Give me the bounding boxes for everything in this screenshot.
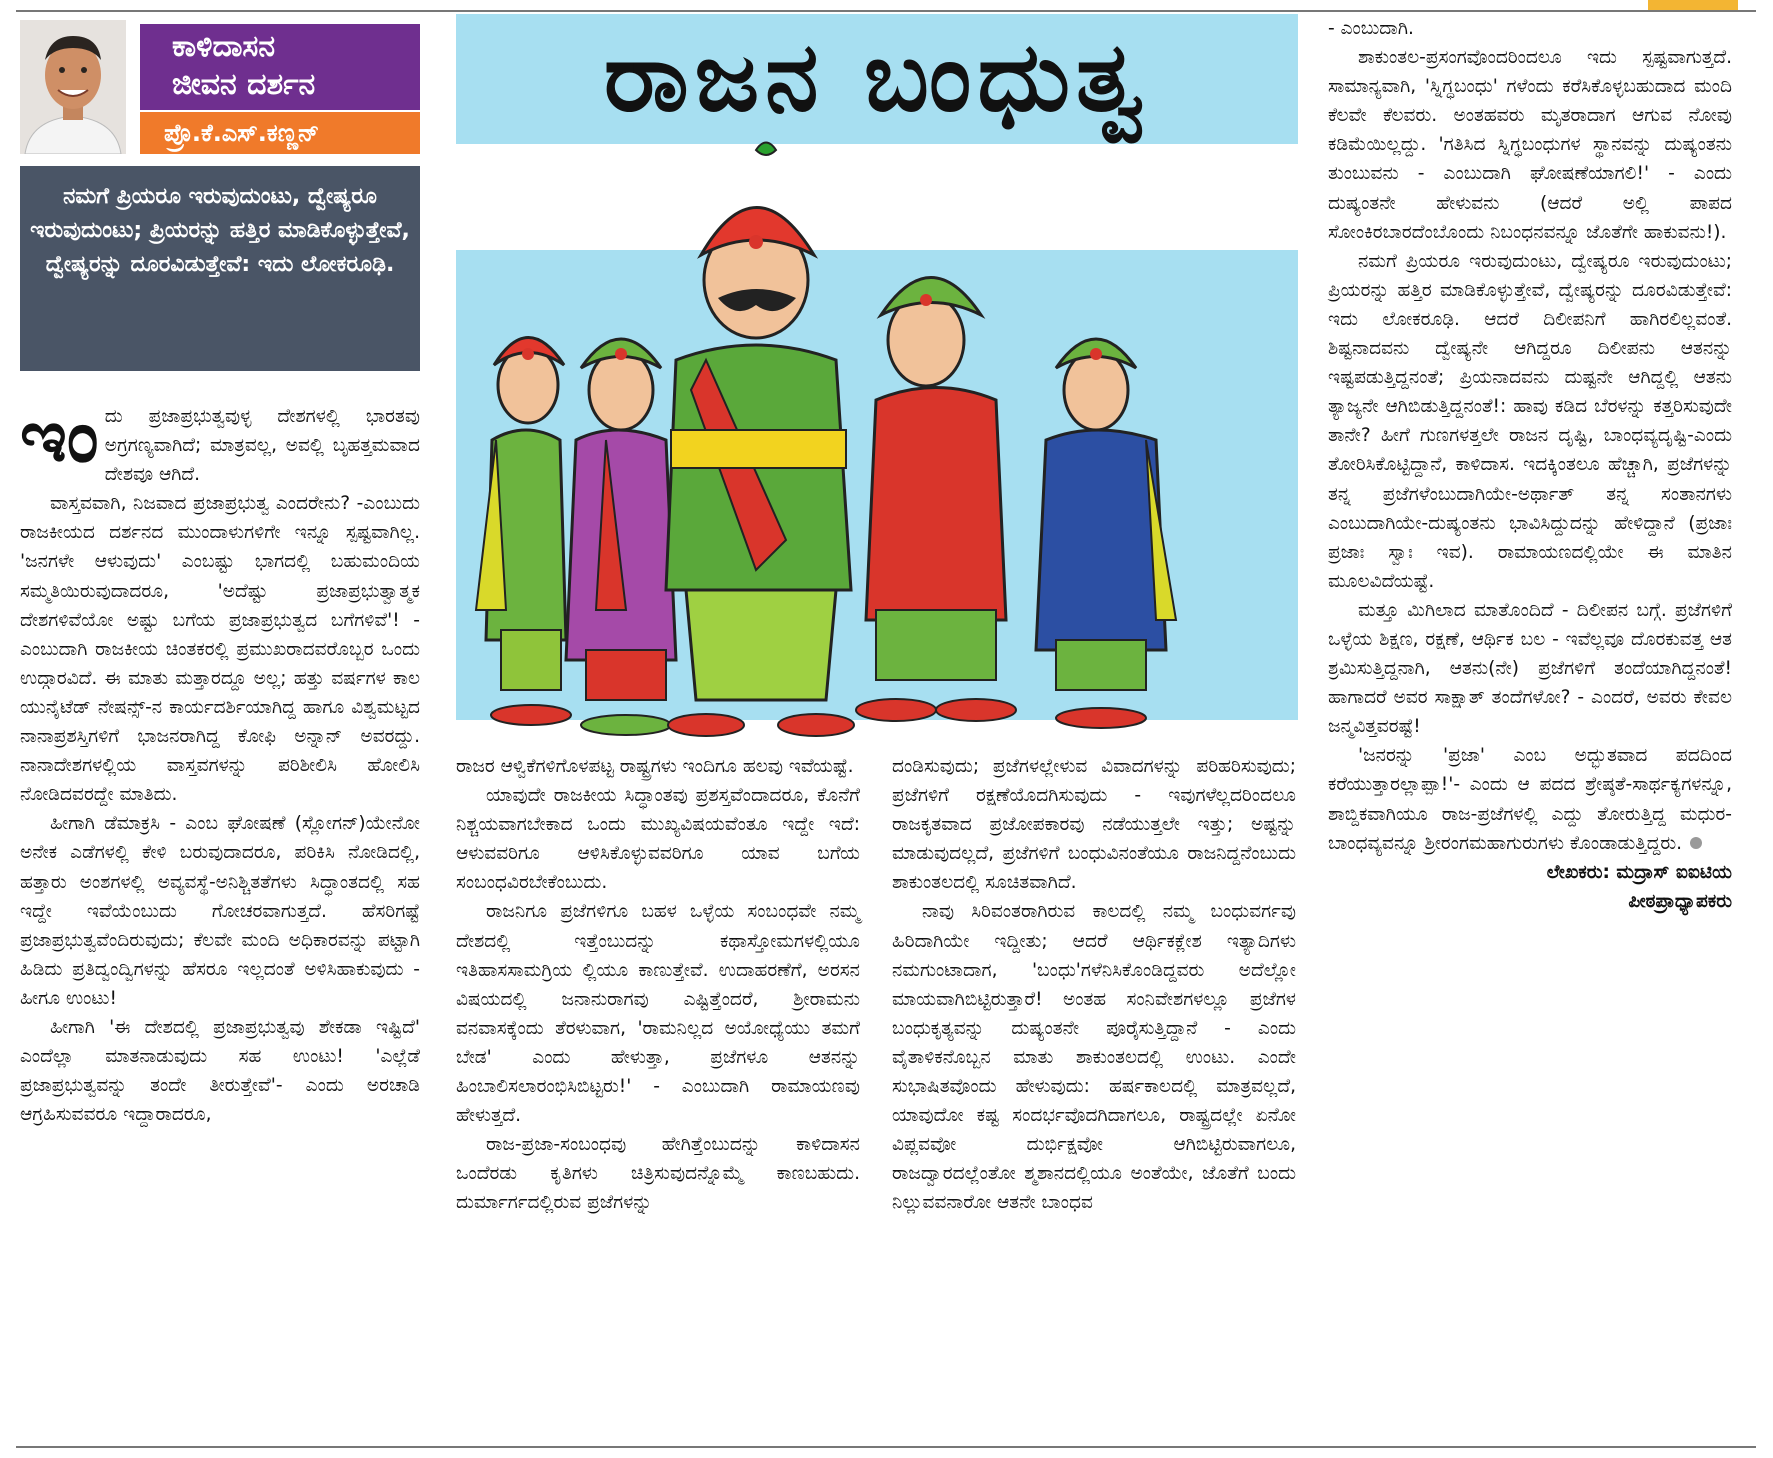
pull-quote: ನಮಗೆ ಪ್ರಿಯರೂ ಇರುವುದುಂಟು, ದ್ವೇಷ್ಯರೂ ಇರುವುದುಂಟು; ಪ್ರಿಯರನ್ನು ಹತ್ತಿರ ಮಾಡಿಕೊಳ್ಳುತ್ತೇವೆ, ದ್ವೇಷ್ಯರನ್ನು ದೂರವಿಡುತ್ತೇವೆ: ಇದು ಲೋಕರೂಢಿ. [20,166,420,371]
column-title-line2: ಜೀವನ ದರ್ಶನ [172,67,316,102]
paragraph: ನಾವು ಸಿರಿವಂತರಾಗಿರುವ ಕಾಲದಲ್ಲಿ ನಮ್ಮ ಬಂಧುವರ್ಗವು ಹಿರಿದಾಗಿಯೇ ಇದ್ದೀತು; ಆದರೆ ಆರ್ಥಿಕಕ್ಲೇಶ ಇತ್ಯಾದಿಗಳು ನಮಗುಂಟಾದಾಗ, 'ಬಂಧು'ಗಳೆನಿಸಿಕೊಂಡಿದ್ದವರು ಅದೆಲ್ಲೋ ಮಾಯವಾಗಿಬಿಟ್ಟಿರುತ್ತಾರೆ! ಅಂತಹ ಸಂನಿವೇಶಗಳಲ್ಲೂ ಪ್ರಜೆಗಳ ಬಂಧುಕೃತ್ಯವನ್ನು ದುಷ್ಯಂತನೇ ಪೂರೈಸುತ್ತಿದ್ದಾನೆ - ಎಂದು ವೈತಾಳಿಕನೊಬ್ಬನ ಮಾತು ಶಾಕುಂತಲದಲ್ಲಿ ಉಂಟು. ಎಂದೇ ಸುಭಾಷಿತವೊಂದು ಹೇಳುವುದು: ಹರ್ಷಕಾಲದಲ್ಲಿ ಮಾತ್ರವಲ್ಲದೆ, ಯಾವುದೋ ಕಷ್ಟ ಸಂದರ್ಭವೊದಗಿದಾಗಲೂ, ರಾಷ್ಟ್ರದಲ್ಲೇ ಏನೋ ವಿಪ್ಲವವೋ ದುರ್ಭಿಕ್ಷವೋ ಆಗಿಬಿಟ್ಟಿರುವಾಗಲೂ, ರಾಜದ್ವಾರದಲ್ಲೆಂತೋ ಶ್ಮಶಾನದಲ್ಲಿಯೂ ಅಂತೆಯೇ, ಜೊತೆಗೆ ಬಂದು ನಿಲ್ಲುವವನಾರೋ ಆತನೇ ಬಾಂಧವ [892,901,1296,1214]
paragraph: - ಎಂಬುದಾಗಿ. [1328,18,1414,39]
article-column-1 [20,394,420,1442]
top-rule [16,10,1756,12]
paragraph [20,394,420,489]
paragraph [1328,741,1732,857]
paragraph: ಶಾಕುಂತಲ-ಪ್ರಸಂಗವೊಂದರಿಂದಲೂ ಇದು ಸ್ಪಷ್ಟವಾಗುತ್ತದೆ. ಸಾಮಾನ್ಯವಾಗಿ, 'ಸ್ನಿಗ್ಧಬಂಧು' ಗಳೆಂದು ಕರೆಸಿಕೊಳ್ಳಬಹುದಾದ ಮಂದಿ ಕೆಲವೇ ಕೆಲವರು. ಅಂತಹವರು ಮೃತರಾದಾಗ ಆಗುವ ನೋವು ಕಡಿಮೆಯಿಲ್ಲದ್ದು. 'ಗತಿಸಿದ ಸ್ನಿಗ್ಧಬಂಧುಗಳ ಸ್ಥಾನವನ್ನು ದುಷ್ಯಂತನು ತುಂಬುವನು - ಎಂಬುದಾಗಿ ಘೋಷಣೆಯಾಗಲಿ!' - ಎಂದು ದುಷ್ಯಂತನೇ ಹೇಳುವನು (ಆದರೆ ಅಲ್ಲಿ ಪಾಪದ ಸೋಂಕಿರಬಾರದೆಂಬೊಂದು ನಿಬಂಧನವನ್ನೂ ಜೊತೆಗೇ ಹಾಕುವನು!). [1328,47,1732,243]
corner-color-block [1648,0,1738,10]
author-photo [20,20,126,154]
author-portrait-icon [20,20,126,154]
end-mark-icon [1690,837,1702,849]
column-title-line1: ಕಾಳಿದಾಸನ [172,29,276,64]
drop-cap: ಇಂ [20,394,99,478]
paragraph: ರಾಜ-ಪ್ರಜಾ-ಸಂಬಂಧವು ಹೇಗಿತ್ತೆಂಬುದನ್ನು ಕಾಳಿದಾಸನ ಒಂದೆರಡು ಕೃತಿಗಳು ಚಿತ್ರಿಸುವುದನ್ನೊಮ್ಮೆ ಕಾಣಬಹುದು. ದುರ್ಮಾರ್ಗದಲ್ಲಿರುವ ಪ್ರಜೆಗಳನ್ನು [456,1134,860,1214]
paragraph: ಹೀಗಾಗಿ ಡೆಮಾಕ್ರಸಿ - ಎಂಬ ಘೋಷಣೆ (ಸ್ಲೋಗನ್)ಯೇನೋ ಅನೇಕ ಎಡೆಗಳಲ್ಲಿ ಕೇಳಿ ಬರುವುದಾದರೂ, ಪರಿಕಿಸಿ ನೋಡಿದಲ್ಲಿ, ಹತ್ತಾರು ಅಂಶಗಳಲ್ಲಿ ಅವ್ಯವಸ್ಥೆ-ಅನಿಶ್ಚಿತತೆಗಳು ಸಿದ್ಧಾಂತದಲ್ಲಿ ಸಹ ಇದ್ದೇ ಇವೆಯೆಂಬುದು ಗೋಚರವಾಗುತ್ತದೆ. ಹೆಸರಿಗಷ್ಟೆ ಪ್ರಜಾಪ್ರಭುತ್ವವೆಂದಿರುವುದು; ಕೆಲವೇ ಮಂದಿ ಅಧಿಕಾರವನ್ನು ಪಟ್ಟಾಗಿ ಹಿಡಿದು ಪ್ರತಿದ್ವಂದ್ವಿಗಳನ್ನು ಹೆಸರೂ ಇಲ್ಲದಂತೆ ಅಳಿಸಿಹಾಕುವುದು - ಹೀಗೂ ಉಂಟು! [20,813,420,1009]
paragraph: ರಾಜರ ಆಳ್ವಿಕೆಗಳಿಗೊಳಪಟ್ಟ ರಾಷ್ಟ್ರಗಳು ಇಂದಿಗೂ ಹಲವು ಇವೆಯಷ್ಟೆ. [456,756,854,777]
article-column-2 [456,752,860,1442]
headline: ರಾಜನ ಬಂಧುತ್ವ [603,21,1151,133]
courtier-red-turban-illustration [476,338,571,726]
paragraph-text: ದು ಪ್ರಜಾಪ್ರಭುತ್ವವುಳ್ಳ ದೇಶಗಳಲ್ಲಿ ಭಾರತವು ಅಗ್ರಗಣ್ಯವಾಗಿದೆ; ಮಾತ್ರವಲ್ಲ, ಅವಲ್ಲಿ ಬೃಹತ್ತಮವಾದ ದೇಶವೂ ಆಗಿದೆ. [104,406,420,486]
byline-line2: ಪೀಠಪ್ರಾಧ್ಯಾಪಕರು [1628,890,1732,912]
paragraph: ನಮಗೆ ಪ್ರಿಯರೂ ಇರುವುದುಂಟು, ದ್ವೇಷ್ಯರೂ ಇರುವುದುಂಟು; ಪ್ರಿಯರನ್ನು ಹತ್ತಿರ ಮಾಡಿಕೊಳ್ಳುತ್ತೇವೆ, ದ್ವೇಷ್ಯರನ್ನು ದೂರವಿಡುತ್ತೇವೆ: ಇದು ಲೋಕರೂಢಿ. ಆದರೆ ದಿಲೀಪನಿಗೆ ಹಾಗಿರಲಿಲ್ಲವಂತೆ. ಶಿಷ್ಟನಾದವನು ದ್ವೇಷ್ಯನೇ ಆಗಿದ್ದರೂ ದಿಲೀಪನು ಆತನನ್ನು ಇಷ್ಟಪಡುತ್ತಿದ್ದನಂತೆ; ಪ್ರಿಯನಾದವನು ದುಷ್ಟನೇ ಆಗಿದ್ದಲ್ಲಿ ಆತನು ತ್ಯಾಜ್ಯನೇ ಆಗಿಬಿಡುತ್ತಿದ್ದನಂತೆ!: ಹಾವು ಕಡಿದ ಬೆರಳನ್ನು ಕತ್ತರಿಸುವುದೇ ತಾನೇ? ಹೀಗೆ ಗುಣಗಳತ್ತಲೇ ರಾಜನ ದೃಷ್ಟಿ, ಬಾಂಧವ್ಯದೃಷ್ಟಿ-ಎಂದು ತೋರಿಸಿಕೊಟ್ಟಿದ್ದಾನೆ, ಕಾಳಿದಾಸ. ಇದಕ್ಕಿಂತಲೂ ಹೆಚ್ಚಾಗಿ, ಪ್ರಜೆಗಳನ್ನು ತನ್ನ ಪ್ರಜೆಗಳೆಂಬುದಾಗಿಯೇ-ಅರ್ಥಾತ್ ತನ್ನ ಸಂತಾನಗಳು ಎಂಬುದಾಗಿಯೇ-ದುಷ್ಯಂತನು ಭಾವಿಸಿದ್ದುದನ್ನು ಹೇಳಿದ್ದಾನೆ (ಪ್ರಜಾಃ ಪ್ರಜಾಃ ಸ್ವಾಃ ಇವ). ರಾಮಾಯಣದಲ್ಲಿಯೇ ಈ ಮಾತಿನ ಮೂಲವಿದೆಯಷ್ಟೆ. [1328,250,1732,592]
author-name: ಪ್ರೊ.ಕೆ.ಎಸ್.ಕಣ್ಣನ್ [140,112,420,154]
paragraph: ಯಾವುದೇ ರಾಜಕೀಯ ಸಿದ್ಧಾಂತವು ಪ್ರಶಸ್ತವೆಂದಾದರೂ, ಕೊನೆಗೆ ನಿಶ್ಚಯವಾಗಬೇಕಾದ ಒಂದು ಮುಖ್ಯವಿಷಯವೆಂತೂ ಇದ್ದೇ ಇದೆ: ಆಳುವವರಿಗೂ ಆಳಿಸಿಕೊಳ್ಳುವವರಿಗೂ ಯಾವ ಬಗೆಯ ಸಂಬಂಧವಿರಬೇಕೆಂಬುದು. [456,785,860,894]
paragraph-text: 'ಜನರನ್ನು 'ಪ್ರಜಾ' ಎಂಬ ಅದ್ಭುತವಾದ ಪದದಿಂದ ಕರೆಯುತ್ತಾರಲ್ಲಾಪ್ಪಾ!'- ಎಂದು ಆ ಪದದ ಶ್ರೇಷ್ಠತೆ-ಸಾರ್ಥಕ್ಯಗಳನ್ನೂ, ಶಾಬ್ದಿಕವಾಗಿಯೂ ರಾಜ-ಪ್ರಜೆಗಳಲ್ಲಿ ಎದ್ದು ತೋರುತ್ತಿದ್ದ ಮಧುರ-ಬಾಂಧವ್ಯವನ್ನೂ ಶ್ರೀರಂಗಮಹಾಗುರುಗಳು ಕೊಂಡಾಡುತ್ತಿದ್ದರು. [1328,745,1732,854]
king-illustration [666,143,854,737]
bottom-rule [16,1446,1756,1448]
column-title [140,24,420,110]
byline-line1: ಲೇಖಕರು: ಮದ್ರಾಸ್ ಐಐಟಿಯ [1546,861,1732,883]
paragraph: ವಾಸ್ತವವಾಗಿ, ನಿಜವಾದ ಪ್ರಜಾಪ್ರಭುತ್ವ ಎಂದರೇನು? -ಎಂಬುದು ರಾಜಕೀಯದ ದರ್ಶನದ ಮುಂದಾಳುಗಳಿಗೇ ಇನ್ನೂ ಸ್ಪಷ್ಟವಾಗಿಲ್ಲ. 'ಜನಗಳೇ ಆಳುವುದು' ಎಂಬಷ್ಟು ಭಾಗದಲ್ಲಿ ಬಹುಮಂದಿಯ ಸಮ್ಮತಿಯಿರುವುದಾದರೂ, 'ಅದೆಷ್ಟು ಪ್ರಜಾಪ್ರಭುತ್ವಾತ್ಮಕ ದೇಶಗಳಿವೆಯೋ ಅಷ್ಟು ಬಗೆಯ ಪ್ರಜಾಪ್ರಭುತ್ವದ ಬಗೆಗಳಿವೆ'! - ಎಂಬುದಾಗಿ ರಾಜಕೀಯ ಚಿಂತಕರಲ್ಲಿ ಪ್ರಮುಖರಾದವರೊಬ್ಬರ ಒಂದು ಉದ್ಗಾರವಿದೆ. ಈ ಮಾತು ಮತ್ತಾರದ್ದೂ ಅಲ್ಲ; ಹತ್ತು ವರ್ಷಗಳ ಕಾಲ ಯುನೈಟೆಡ್ ನೇಷನ್ಸ್-ನ ಕಾರ್ಯದರ್ಶಿಯಾಗಿದ್ದ ಹಾಗೂ ವಿಶ್ವಮಟ್ಟದ ನಾನಾಪ್ರಶಸ್ತಿಗಳಿಗೆ ಭಾಜನರಾಗಿದ್ದ ಕೋಫಿ ಅನ್ನಾನ್ ಅವರದ್ದು. ನಾನಾದೇಶಗಳಲ್ಲಿಯ ವಾಸ್ತವಗಳನ್ನು ಪರಿಶೀಲಿಸಿ ಹೋಲಿಸಿ ನೋಡಿದವರದ್ದೇ ಮಾತಿದು. [20,493,420,806]
courtier-green-turban-purple-illustration [566,339,676,735]
cartoon-illustration [456,140,1298,746]
article-column-3 [892,752,1296,1442]
paragraph: ಹೀಗಾಗಿ 'ಈ ದೇಶದಲ್ಲಿ ಪ್ರಜಾಪ್ರಭುತ್ವವು ಶೇಕಡಾ ಇಷ್ಟಿದೆ' ಎಂದೆಲ್ಲಾ ಮಾತನಾಡುವುದು ಸಹ ಉಂಟು! 'ಎಲ್ಲೆಡೆ ಪ್ರಜಾಪ್ರಭುತ್ವವನ್ನು ತಂದೇ ತೀರುತ್ತೇವೆ'- ಎಂದು ಅರಚಾಡಿ ಆಗ್ರಹಿಸುವವರೂ ಇದ್ದಾರಾದರೂ, [20,1016,420,1126]
paragraph: ದಂಡಿಸುವುದು; ಪ್ರಜೆಗಳಲ್ಲೇಳುವ ವಿವಾದಗಳನ್ನು ಪರಿಹರಿಸುವುದು; ಪ್ರಜೆಗಳಿಗೆ ರಕ್ಷಣೆಯೊದಗಿಸುವುದು - ಇವುಗಳೆಲ್ಲದರಿಂದಲೂ ರಾಜಕೃತವಾದ ಪ್ರಜೋಪಕಾರವು ನಡೆಯುತ್ತಲೇ ಇತ್ತು; ಅಷ್ಟನ್ನು ಮಾಡುವುದಲ್ಲದೆ, ಪ್ರಜೆಗಳಿಗೆ ಬಂಧುವಿನಂತೆಯೂ ರಾಜನಿದ್ದನೆಂಬುದು ಶಾಕುಂತಲದಲ್ಲಿ ಸೂಚಿತವಾಗಿದೆ. [892,756,1296,894]
courtier-green-turban-blue-illustration [1036,339,1176,728]
article-column-4 [1328,14,1732,1444]
paragraph: ಮತ್ತೂ ಮಿಗಿಲಾದ ಮಾತೊಂದಿದೆ - ದಿಲೀಪನ ಬಗ್ಗೆ. ಪ್ರಜೆಗಳಿಗೆ ಒಳ್ಳೆಯ ಶಿಕ್ಷಣ, ರಕ್ಷಣೆ, ಆರ್ಥಿಕ ಬಲ - ಇವೆಲ್ಲವೂ ದೊರಕುವತ್ತ ಆತ ಶ್ರಮಿಸುತ್ತಿದ್ದನಾಗಿ, ಆತನು(ನೇ) ಪ್ರಜೆಗಳಿಗೆ ತಂದೆಯಾಗಿದ್ದನಂತೆ! ಹಾಗಾದರೆ ಅವರ ಸಾಕ್ಷಾತ್ ತಂದೆಗಳೋ? - ಎಂದರೆ, ಅವರು ಕೇವಲ ಜನ್ಮವಿತ್ತವರಷ್ಟೆ! [1328,599,1732,738]
paragraph: ರಾಜನಿಗೂ ಪ್ರಜೆಗಳಿಗೂ ಬಹಳ ಒಳ್ಳೆಯ ಸಂಬಂಧವೇ ನಮ್ಮ ದೇಶದಲ್ಲಿ ಇತ್ತೆಂಬುದನ್ನು ಕಥಾಸ್ತೋಮಗಳಲ್ಲಿಯೂ ಇತಿಹಾಸಸಾಮಗ್ರಿಯ ಲ್ಲಿಯೂ ಕಾಣುತ್ತೇವೆ. ಉದಾಹರಣೆಗೆ, ಅರಸನ ವಿಷಯದಲ್ಲಿ ಜನಾನುರಾಗವು ಎಷ್ಟಿತ್ತೆಂದರೆ, ಶ್ರೀರಾಮನು ವನವಾಸಕ್ಕೆಂದು ತೆರಳುವಾಗ, 'ರಾಮನಿಲ್ಲದ ಅಯೋಧ್ಯೆಯು ತಮಗೆ ಬೇಡ' ಎಂದು ಹೇಳುತ್ತಾ, ಪ್ರಜೆಗಳೂ ಆತನನ್ನು ಹಿಂಬಾಲಿಸಲಾರಂಭಿಸಿಬಿಟ್ಟರು!' - ಎಂಬುದಾಗಿ ರಾಮಾಯಣವು ಹೇಳುತ್ತದೆ. [456,901,860,1127]
courtier-green-turban-red-illustration [856,278,1016,722]
